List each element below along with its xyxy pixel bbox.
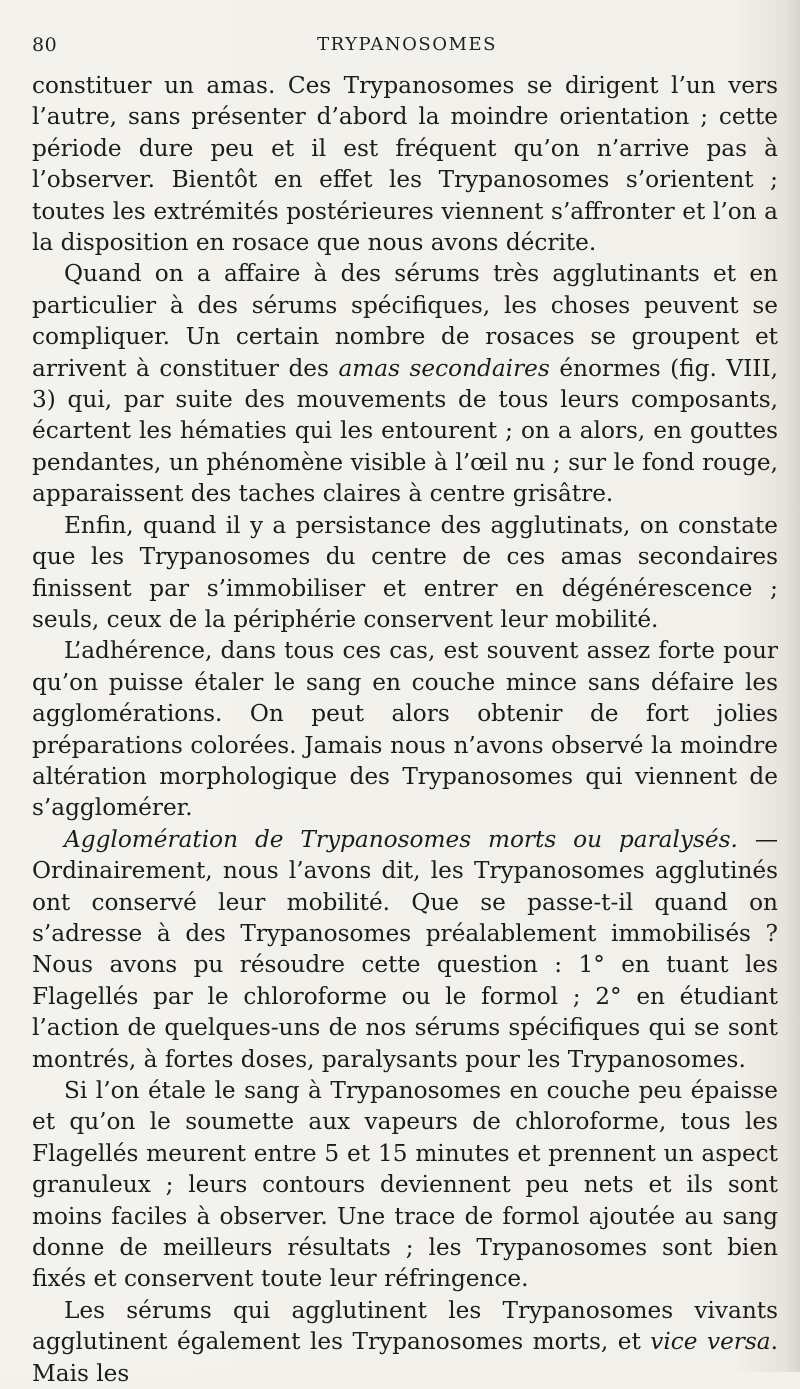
paragraph-7-text-b: . Mais les (32, 1328, 778, 1387)
paragraph-5-text: — Ordinairement, nous l’avons dit, les Trypanosomes agglutinés ont conservé leur mobilité. Que se passe-t-il quand on s’adresse à des Trypanosomes préalablement immobilisés ? Nous avons pu résoudre cette question : 1° en tuant les Flagellés par le chloroforme ou le formol ; 2° en étudiant l’action de quelques-uns de nos sérums spécifiques qui se sont montrés, à fortes doses, paralysants pour les Trypanosomes. (32, 825, 779, 1073)
paragraph-6: Si l’on étale le sang à Trypanosomes en couche peu épaisse et qu’on le soumette aux vapeurs de chloroforme, tous les Flagellés meurent entre 5 et 15 minutes et prennent un aspect granuleux ; leurs contours deviennent peu nets et ils sont moins faciles à observer. Une trace de formol ajoutée au sang donne de meilleurs résultats ; les Trypanosomes sont bien fixés et conservent toute leur réfringence. (32, 1077, 778, 1293)
paragraph-5 (32, 824, 778, 1075)
paragraph-2-italic: amas secondaires (338, 354, 550, 382)
paragraph-2-text-b: énormes (fig. VIII, 3) qui, par suite des mouvements de tous leurs composants, écartent les hématies qui les entourent ; on a alors, en gouttes pendantes, un phénomène visible à l’œil nu ; sur le fond rouge, apparaissent des taches claires à centre grisâtre. (32, 354, 778, 508)
paragraph-7-italic: vice versa (650, 1328, 771, 1356)
body-text (32, 70, 778, 1389)
page-header (32, 34, 782, 60)
paragraph-1: constituer un amas. Ces Trypanosomes se dirigent l’un vers l’autre, sans présenter d’abord la moindre orientation ; cette période dure peu et il est fréquent qu’on n’arrive pas à l’observer. Bientôt en effet les Trypanosomes s’orientent ; toutes les extrémités postérieures viennent s’affronter et l’on a la disposition en rosace que nous avons décrite. (32, 72, 778, 257)
page-number: 80 (32, 34, 58, 56)
paragraph-3: Enfin, quand il y a persistance des agglutinats, on constate que les Trypanosomes du centre de ces amas secondaires finissent par s’immobiliser et entrer en dégénérescence ; seuls, ceux de la périphérie conservent leur mobilité. (32, 511, 778, 633)
paragraph-2 (32, 258, 778, 509)
paragraph-7-text-a: Les sérums qui agglutinent les Trypanosomes vivants agglutinent également les Trypanosomes morts, et (32, 1296, 778, 1356)
paragraph-4: L’adhérence, dans tous ces cas, est souvent assez forte pour qu’on puisse étaler le sang en couche mince sans défaire les agglomérations. On peut alors obtenir de fort jolies préparations colorées. Jamais nous n’avons observé la moindre altération morphologique des Trypanosomes qui viennent de s’agglomérer. (32, 637, 778, 822)
paragraph-2-text-a: Quand on a affaire à des sérums très agglutinants et en particulier à des sérums spécifiques, les choses peuvent se compliquer. Un certain nombre de rosaces se groupent et arrivent à constituer des (32, 260, 778, 382)
section-heading-italic: Agglomération de Trypanosomes morts ou paralysés. (64, 825, 738, 853)
paragraph-7 (32, 1295, 778, 1389)
running-title: TRYPANOSOMES (317, 34, 497, 55)
